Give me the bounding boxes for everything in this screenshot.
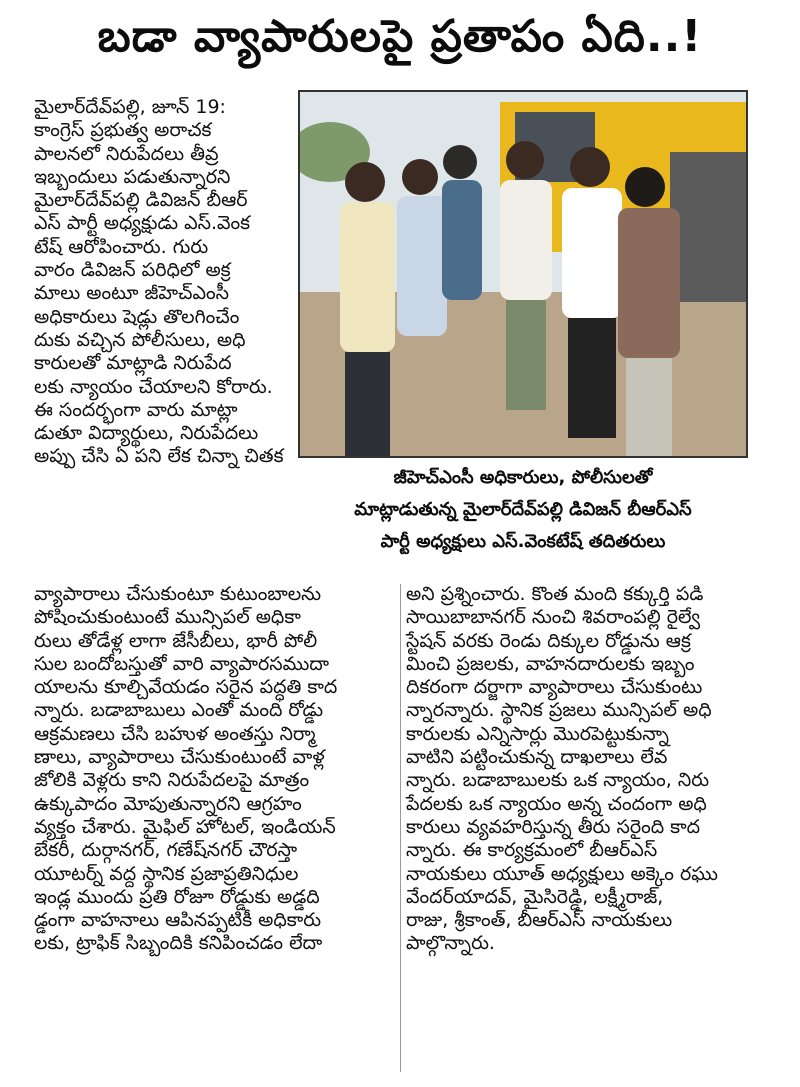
article-line: రాజు, శ్రీకాంత్, బీఆర్ఎస్ నాయకులు	[406, 909, 673, 932]
article-line: వేందర్‌యాదవ్, మైసిరెడ్డి, లక్ష్మీరాజ్,	[406, 885, 664, 908]
article-line: డుతూ విద్యార్థులు, నిరుపేదలు	[34, 422, 259, 445]
article-line: కారులతో మాట్లాడి నిరుపేద	[34, 352, 232, 375]
article-line: మైలార్‌దేవ్‌పల్లి, జూన్ 19:	[34, 96, 226, 118]
article-line: పోషించుకుంటుంటే మున్సిపల్ అధికా	[34, 606, 301, 629]
article-line: పాల్గొన్నారు.	[406, 932, 495, 955]
article-line: నాయకులు యూత్ అధ్యక్షులు అక్కెం రఘు	[406, 862, 718, 885]
article-line: దికరంగా దర్జాగా వ్యాపారాలు చేసుకుంటు	[406, 676, 703, 699]
article-line: న్నారు. బడాబాబులకు ఒక న్యాయం, నిరు	[406, 769, 710, 792]
column-divider	[400, 584, 401, 1072]
article-line: యూటర్న్ వద్ద స్థానిక ప్రజాప్రతినిధుల	[34, 862, 299, 885]
article-line: కారులకు ఎన్నిసార్లు మొరపెట్టుకున్నా	[406, 722, 669, 745]
article-column-2	[406, 583, 772, 956]
article-line: వ్యాపారాలు చేసుకుంటూ కుటుంబాలను	[34, 583, 322, 605]
article-line: బేకరీ, దుర్గానగర్, గణేష్‌నగర్ చౌరస్తా	[34, 839, 298, 862]
article-line: కారులు వ్యవహరిస్తున్న తీరు సరైంది కాద	[406, 815, 701, 838]
article-line: ఈ సందర్భంగా వారు మాట్లా	[34, 398, 238, 421]
article-line: వ్యక్తం చేశారు. మైఫిల్ హోటల్, ఇండియన్	[34, 815, 336, 838]
article-line: మించి ప్రజలకు, వాహనదారులకు ఇబ్బం	[406, 652, 695, 675]
article-line: లకు, ట్రాఫిక్ సిబ్బందికి కనిపించడం లేదా	[34, 932, 323, 955]
article-line: రులు తోడేళ్ల లాగా జేసీబీలు, భారీ పోలీ	[34, 629, 318, 652]
article-line: ణాలు, వ్యాపారాలు చేసుకుంటుంటే వాళ్ల	[34, 746, 325, 769]
article-line: పేదలకు ఒక న్యాయం అన్న చందంగా అధి	[406, 792, 707, 815]
article-line: పాలనలో నిరుపేదలు తీవ్ర	[34, 142, 219, 165]
article-line: వాటిని పట్టించుకున్న దాఖలాలు లేవ	[406, 746, 668, 769]
photo-caption	[298, 462, 748, 558]
article-line: ఆక్రమణలు చేసి బహుళ అంతస్తు నిర్మా	[34, 722, 316, 745]
caption-line: పార్టీ అధ్యక్షులు ఎస్.వెంకటేష్ తదితరులు	[380, 531, 666, 552]
article-line: ఉక్కుపాదం మోపుతున్నారని ఆగ్రహం	[34, 792, 302, 815]
news-photo	[298, 90, 748, 458]
article-line: ఇండ్ల ముందు ప్రతి రోజూ రోడ్డుకు అడ్డది	[34, 885, 320, 908]
article-line: సాయిబాబానగర్ నుంచి శివరాంపల్లి రైల్వే	[406, 606, 701, 629]
article-line: మాలు అంటూ జీహెచ్ఎంసీ	[34, 282, 229, 305]
caption-line: మాట్లాడుతున్న మైలార్‌దేవ్‌పల్లి డివిజన్ బీఆర్ఎస్	[354, 499, 692, 520]
article-line: న్నారు. ఈ కార్యక్రమంలో బీఆర్ఎస్	[406, 839, 658, 862]
article-line: న్నారు. బడాబాబులు ఎంతో మంది రోడ్డు	[34, 699, 324, 722]
article-line: లకు న్యాయం చేయాలని కోరారు.	[34, 375, 273, 398]
article-column-1-bottom	[34, 583, 396, 956]
article-line: ఎస్ పార్టీ అధ్యక్షుడు ఎస్.వెంక	[34, 212, 251, 235]
article-line: న్నారన్నారు. స్థానిక ప్రజలు మున్సిపల్ అధి	[406, 699, 712, 722]
article-line: డ్డంగా వాహనాలు ఆపినప్పటికీ అధికారు	[34, 909, 322, 932]
article-line: అప్పు చేసి ఏ పని లేక చిన్నా చితక	[34, 445, 284, 468]
article-line: ఇబ్బందులు పడుతున్నారని	[34, 165, 231, 188]
article-line: అని ప్రశ్నించారు. కొంత మంది కక్కుర్తి పడి	[406, 583, 704, 605]
headline: బడా వ్యాపారులపై ప్రతాపం ఏది..!	[97, 11, 703, 62]
news-photo-illustration	[300, 92, 746, 456]
article-line: కాంగ్రెస్ ప్రభుత్వ అరాచక	[34, 119, 212, 142]
article-line: జోలికి వెళ్లరు కాని నిరుపేదలపై మాత్రం	[34, 769, 310, 792]
article-line: దుకు వచ్చిన పోలీసులు, అధి	[34, 328, 246, 351]
article-line: టేష్ ఆరోపించారు. గురు	[34, 235, 209, 258]
article-line: యాలను కూల్చివేయడం సరైన పద్ధతి కాద	[34, 676, 338, 699]
article-line: స్టేషన్ వరకు రెండు దిక్కుల రోడ్డును ఆక్ర	[406, 629, 691, 652]
article-column-1-top	[34, 96, 294, 469]
article-line: వారం డివిజన్ పరిధిలో అక్ర	[34, 259, 231, 282]
article-line: మైలార్‌దేవ్‌పల్లి డివిజన్ బీఆర్	[34, 189, 248, 212]
article-line: సుల బందోబస్తుతో వారి వ్యాపారసముదా	[34, 652, 330, 675]
article-line: అధికారులు షెడ్లు తొలగించేం	[34, 305, 240, 328]
caption-line: జీహెచ్ఎంసీ అధికారులు, పోలీసులతో	[393, 467, 653, 488]
